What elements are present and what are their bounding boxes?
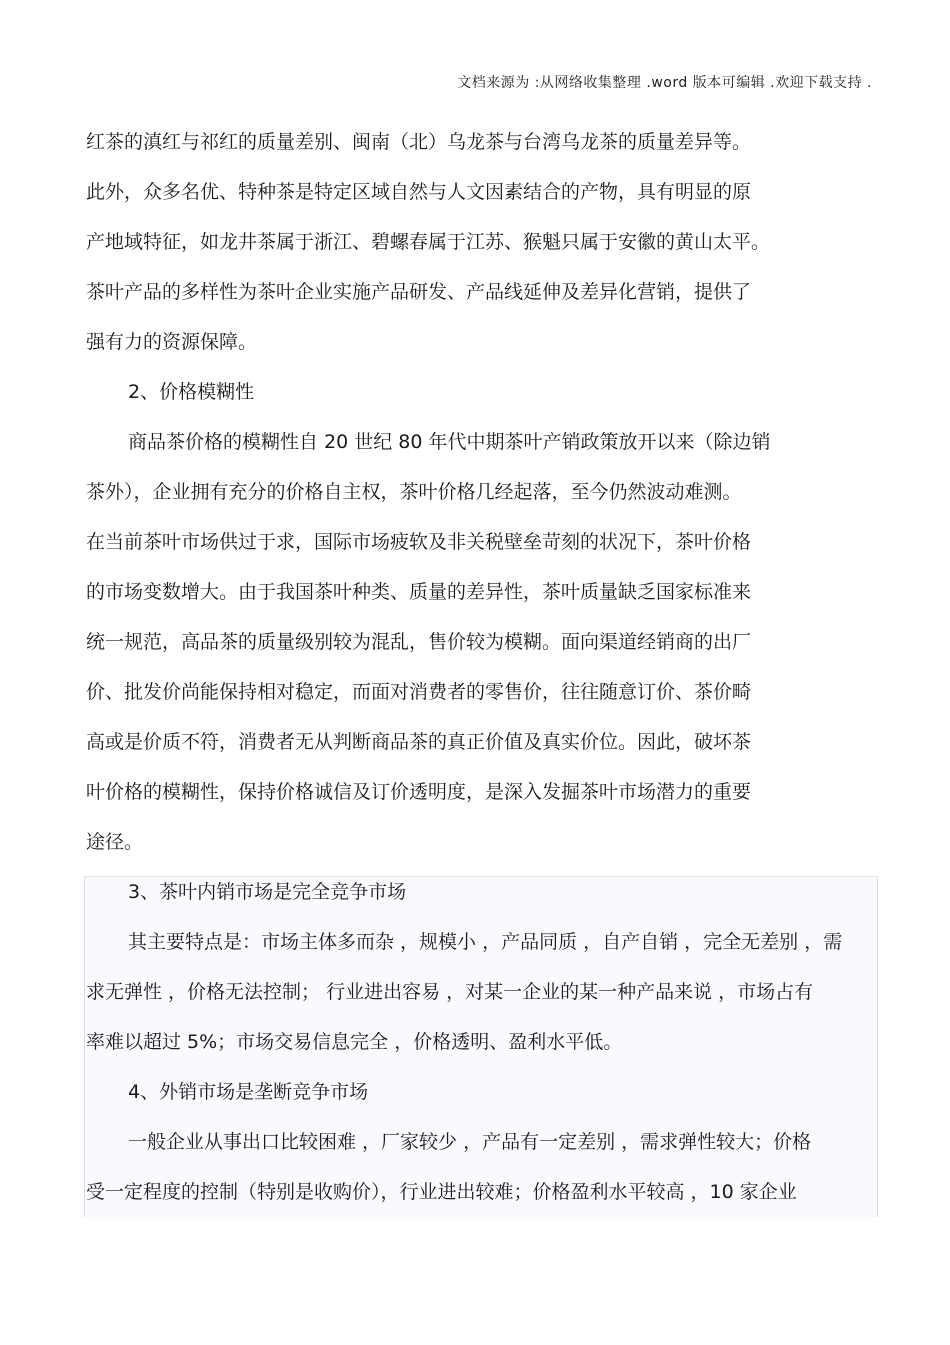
body-line: 茶叶产品的多样性为茶叶企业实施产品研发、产品线延伸及差异化营销，提供了 bbox=[86, 281, 752, 303]
body-line: 在当前茶叶市场供过于求，国际市场疲软及非关税壁垒苛刻的状况下，茶叶价格 bbox=[86, 531, 752, 553]
body-line: 红茶的滇红与祁红的质量差别、闽南（北）乌龙茶与台湾乌龙茶的质量差异等。 bbox=[86, 131, 752, 153]
body-line: 此外，众多名优、特种茶是特定区域自然与人文因素结合的产物，具有明显的原 bbox=[86, 181, 752, 203]
body-line: 一般企业从事出口比较困难 ，厂家较少 ，产品有一定差别 ，需求弹性较大；价格 bbox=[128, 1131, 812, 1153]
body-line: 其主要特点是：市场主体多而杂 ，规模小 ，产品同质 ，自产自销 ，完全无差别 ，需 bbox=[128, 931, 843, 953]
body-line: 叶价格的模糊性，保持价格诚信及订价透明度，是深入发掘茶叶市场潜力的重要 bbox=[86, 781, 752, 803]
body-line: 率难以超过 5%；市场交易信息完全 ，价格透明、盈利水平低。 bbox=[86, 1031, 623, 1053]
body-line: 高或是价质不符，消费者无从判断商品茶的真正价值及真实价位。因此，破坏茶 bbox=[86, 731, 752, 753]
body-line: 途径。 bbox=[86, 831, 144, 853]
body-line: 求无弹性 ，价格无法控制； 行业进出容易 ，对某一企业的某一种产品来说 ，市场占有 bbox=[86, 981, 814, 1003]
page-header-source-note: 文档来源为 :从网络收集整理 .word 版本可编辑 .欢迎下载支持 . bbox=[457, 75, 872, 91]
body-line: 的市场变数增大。由于我国茶叶种类、质量的差异性，茶叶质量缺乏国家标准来 bbox=[86, 581, 752, 603]
section-heading-price-ambiguity: 2、价格模糊性 bbox=[128, 381, 255, 403]
body-line: 受一定程度的控制（特别是收购价），行业进出较难；价格盈利水平较高 ，10 家企业 bbox=[86, 1181, 797, 1203]
body-line: 统一规范，高品茶的质量级别较为混乱，售价较为模糊。面向渠道经销商的出厂 bbox=[86, 631, 752, 653]
section-heading-export-market: 4、外销市场是垄断竞争市场 bbox=[128, 1081, 369, 1103]
body-line: 产地域特征，如龙井茶属于浙江、碧螺春属于江苏、猴魁只属于安徽的黄山太平。 bbox=[86, 231, 771, 253]
section-heading-domestic-market: 3、茶叶内销市场是完全竞争市场 bbox=[128, 881, 407, 903]
body-line: 茶外），企业拥有充分的价格自主权，茶叶价格几经起落，至今仍然波动难测。 bbox=[86, 481, 742, 503]
body-line: 强有力的资源保障。 bbox=[86, 331, 258, 353]
body-line: 商品茶价格的模糊性自 20 世纪 80 年代中期茶叶产销政策放开以来（除边销 bbox=[128, 431, 771, 453]
body-line: 价、批发价尚能保持相对稳定，而面对消费者的零售价，往往随意订价、茶价畸 bbox=[86, 681, 752, 703]
